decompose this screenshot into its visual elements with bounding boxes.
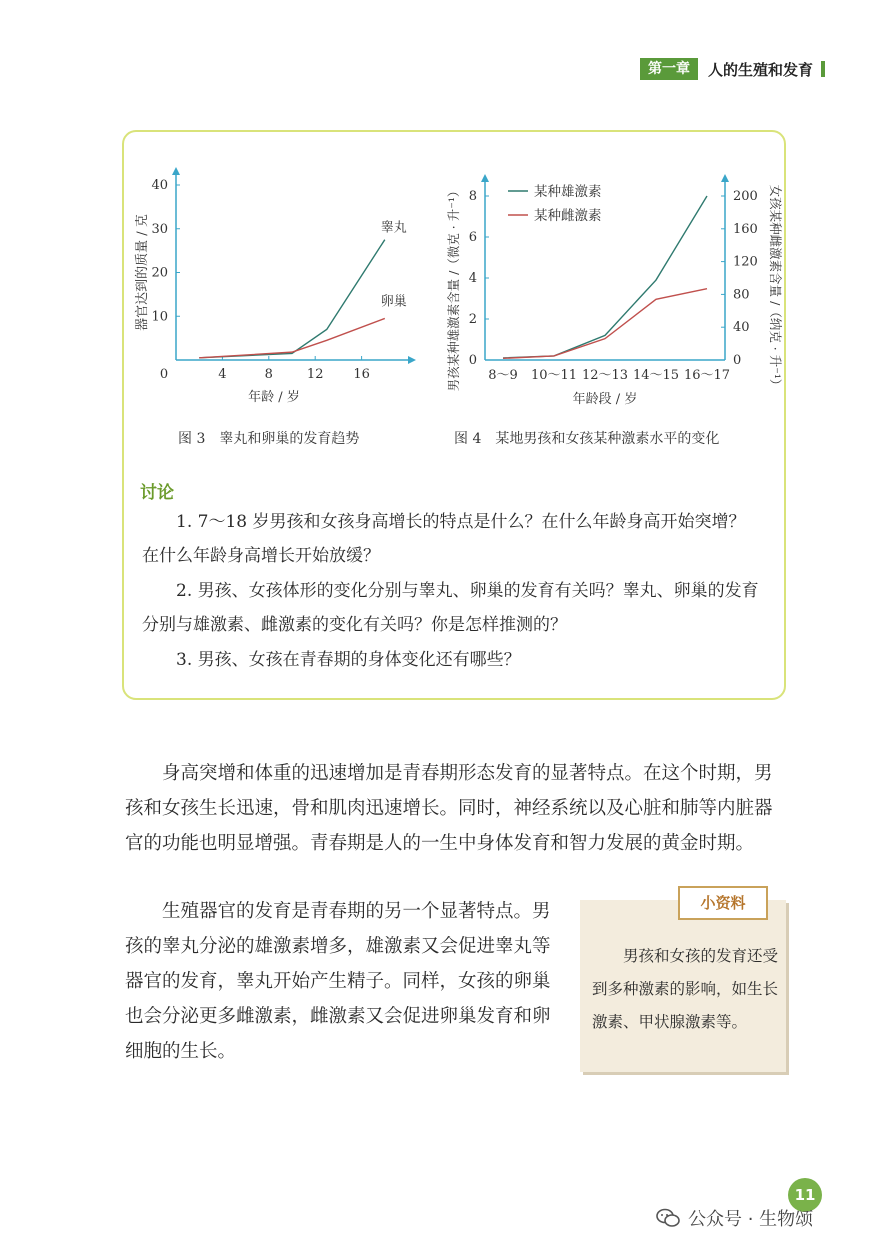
y-tick-label: 10 [151,309,168,325]
series-label-1: 睾丸 [380,220,407,236]
discussion-question-2: 2. 男孩、女孩体形的变化分别与睾丸、卵巢的发育有关吗？睾丸、卵巢的发育分别与雄激素、雌激素的变化有关吗？你是怎样推测的？ [142,581,759,635]
series-label-2: 卵巢 [380,294,407,310]
y-axis-label: 器官达到的质量 / 克 [135,214,150,331]
y-axis-left-arrow [481,174,489,182]
x-tick-label: 0 [159,367,169,382]
page-number: 11 [788,1178,822,1212]
x-tick-label: 4 [218,367,227,382]
figure-4 [440,150,783,419]
x-tick-label: 16 [353,367,370,382]
figure-4-caption: 图 4 某地男孩和女孩某种激素水平的变化 [454,431,720,447]
figure-3-chart [128,165,418,415]
discussion-title: 讨论 [140,483,174,503]
y-axis-right-arrow [721,174,729,182]
y-tick-label-left: 2 [468,312,477,327]
x-tick-label: 12 [306,367,324,382]
y-tick-label-right: 120 [733,254,758,270]
y-tick-label-right: 160 [733,221,758,237]
series-line-2 [199,318,385,357]
wechat-icon [656,1208,680,1228]
y-tick-label-right: 0 [733,353,742,368]
chapter-badge: 第一章 [640,58,698,80]
body-paragraph-1: 身高突增和体重的迅速增加是青春期形态发育的显著特点。在这个时期，男孩和女孩生长迅速，骨和肌肉迅速增长。同时，神经系统以及心脏和肺等内脏器官的功能也明显增强。青春期是人的一生中身体发育和智力发展的黄金时期。 [125,763,773,854]
x-axis-arrow [408,356,416,364]
x-tick-label: 14～15 [632,368,680,383]
x-axis-label: 年龄段 / 岁 [572,392,638,407]
watermark-text: 公众号 · 生物颂 [688,1209,814,1230]
chapter-title: 人的生殖和发育 [708,60,814,79]
y-tick-label-right: 40 [733,320,750,336]
figure-3-caption: 图 3 睾丸和卵巢的发育趋势 [178,431,360,447]
info-note-tag: 小资料 [678,886,768,920]
info-note-text: 男孩和女孩的发育还受到多种激素的影响，如生长激素、甲状腺激素等。 [592,947,779,1031]
y-tick-label: 20 [151,265,168,281]
watermark [656,1205,813,1231]
discussion-question-3: 3. 男孩、女孩在青春期的身体变化还有哪些？ [176,650,521,670]
figure-3 [128,165,418,419]
y-tick-label: 40 [151,178,168,193]
y-tick-label: 30 [151,221,168,237]
y-tick-label-left: 6 [468,230,477,245]
x-axis-label: 年龄 / 岁 [248,390,300,405]
x-tick-label: 8 [264,367,273,382]
x-tick-label: 16～17 [683,368,731,383]
y-tick-label-left: 4 [468,271,477,286]
y-axis-left-label: 男孩某种雄激素含量 /（微克 · 升⁻¹） [446,184,461,392]
figure-4-chart [440,150,783,415]
chapter-header [640,58,825,80]
y-axis-arrow [172,167,180,175]
body-paragraph-2: 生殖器官的发育是青春期的另一个显著特点。男孩的睾丸分泌的雄激素增多，雄激素又会促进睾丸等器官的发育，睾丸开始产生精子。同样，女孩的卵巢也会分泌更多雌激素，雌激素又会促进卵巢发育和卵细胞的生长。 [125,901,551,1062]
legend-label-2: 某种雌激素 [534,208,602,224]
y-tick-label-left: 0 [468,353,477,368]
x-tick-label: 8～9 [488,368,518,383]
y-tick-label-left: 8 [468,189,477,204]
y-tick-label-right: 200 [733,189,758,204]
y-axis-right-label: 女孩某种雌激素含量 /（纳克 · 升⁻¹） [768,184,783,392]
y-tick-label-right: 80 [733,287,750,303]
chapter-bar [821,61,825,77]
discussion-question-1: 1. 7～18 岁男孩和女孩身高增长的特点是什么？在什么年龄身高开始突增？在什么年龄身高增长开始放缓？ [142,512,746,566]
x-tick-label: 12～13 [581,368,629,383]
series-line-2 [503,289,707,359]
legend-label-1: 某种雄激素 [534,184,602,200]
x-tick-label: 10～11 [530,368,578,383]
series-line-1 [199,240,385,358]
